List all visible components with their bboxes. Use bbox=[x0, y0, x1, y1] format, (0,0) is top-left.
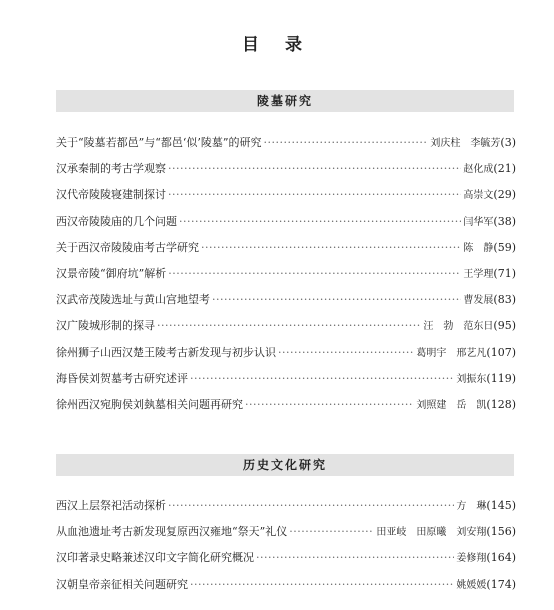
toc-list-history bbox=[56, 497, 516, 602]
entry-page: (3) bbox=[500, 136, 516, 149]
toc-list-tombs bbox=[56, 134, 516, 422]
dot-leader bbox=[245, 398, 414, 411]
entry-author: 赵化成 bbox=[463, 164, 494, 176]
dot-leader bbox=[201, 241, 461, 254]
toc-entry[interactable] bbox=[56, 160, 516, 186]
entry-title: 海昏侯刘贺墓考古研究述评 bbox=[56, 371, 188, 385]
toc-entry[interactable] bbox=[56, 265, 516, 291]
entry-page: (145) bbox=[486, 499, 516, 512]
toc-entry[interactable] bbox=[56, 134, 516, 160]
entry-title: 汉朝皇帝亲征相关问题研究 bbox=[56, 577, 188, 591]
toc-entry[interactable] bbox=[56, 549, 516, 575]
entry-page: (119) bbox=[486, 371, 516, 385]
dot-leader bbox=[278, 346, 414, 359]
section-heading-history: 历史文化研究 bbox=[56, 454, 514, 476]
toc-entry[interactable] bbox=[56, 523, 516, 549]
entry-title: 从血池遗址考古新发现复原西汉雍地“祭天”礼仪 bbox=[56, 525, 288, 539]
dot-leader bbox=[157, 319, 421, 332]
entry-title: 西汉上层祭祀活动探析 bbox=[56, 499, 166, 512]
entry-page: (59) bbox=[493, 240, 516, 254]
entry-author: 田亚岐 田原曦 刘安翔 bbox=[376, 527, 487, 539]
entry-author: 刘照建 岳 凯 bbox=[416, 399, 487, 411]
entry-title: 汉景帝陵“御府坑”解析 bbox=[56, 266, 167, 280]
toc-entry[interactable] bbox=[56, 497, 516, 523]
entry-title: 关于西汉帝陵陵庙考古学研究 bbox=[56, 240, 199, 254]
entry-author: 陈 静 bbox=[463, 242, 494, 254]
entry-title: 汉印著录史略兼述汉印文字简化研究概况 bbox=[56, 551, 254, 565]
entry-author: 高崇文 bbox=[463, 190, 494, 202]
dot-leader bbox=[168, 267, 461, 280]
entry-author: 曹发展 bbox=[463, 295, 494, 307]
entry-title: 徐州西汉宛朐侯刘埶墓相关问题再研究 bbox=[56, 397, 243, 411]
toc-entry[interactable] bbox=[56, 291, 516, 317]
entry-author: 方 琳 bbox=[456, 501, 487, 512]
section-heading-tombs: 陵墓研究 bbox=[56, 90, 514, 112]
toc-entry[interactable] bbox=[56, 186, 516, 212]
entry-title: 汉武帝茂陵选址与黄山宫地望考 bbox=[56, 293, 210, 307]
entry-page: (21) bbox=[493, 162, 516, 176]
entry-title: 汉承秦制的考古学观察 bbox=[56, 162, 166, 176]
toc-entry[interactable] bbox=[56, 576, 516, 602]
dot-leader bbox=[190, 372, 454, 385]
entry-author: 姚媛媛 bbox=[456, 579, 487, 591]
toc-entry[interactable] bbox=[56, 344, 516, 370]
dot-leader bbox=[190, 578, 454, 591]
entry-author: 姜修翔 bbox=[456, 553, 487, 565]
entry-page: (95) bbox=[493, 319, 516, 333]
entry-page: (107) bbox=[486, 345, 516, 359]
entry-page: (156) bbox=[486, 525, 516, 539]
toc-entry[interactable] bbox=[56, 213, 516, 239]
entry-author: 汪 勃 范东日 bbox=[423, 321, 494, 333]
entry-page: (164) bbox=[486, 551, 516, 565]
entry-page: (128) bbox=[486, 397, 516, 411]
dot-leader bbox=[289, 525, 374, 538]
dot-leader bbox=[168, 499, 454, 512]
entry-author: 刘庆柱 李毓芳 bbox=[430, 138, 501, 149]
toc-entry[interactable] bbox=[56, 317, 516, 343]
dot-leader bbox=[168, 162, 461, 175]
entry-title: 汉代帝陵陵寝建制探讨 bbox=[56, 188, 166, 202]
page-title: 目 录 bbox=[242, 35, 312, 55]
entry-author: 闫华军 bbox=[463, 216, 494, 228]
entry-title: 汉广陵城形制的探寻 bbox=[56, 319, 155, 333]
toc-entry[interactable] bbox=[56, 396, 516, 422]
entry-page: (71) bbox=[493, 266, 516, 280]
entry-title: 徐州狮子山西汉楚王陵考古新发现与初步认识 bbox=[56, 345, 276, 359]
dot-leader bbox=[256, 551, 454, 564]
entry-title: 关于“陵墓若都邑”与“都邑‘似’陵墓”的研究 bbox=[56, 136, 262, 149]
entry-author: 葛明宇 邢艺凡 bbox=[416, 347, 487, 359]
entry-page: (83) bbox=[493, 293, 516, 307]
toc-entry[interactable] bbox=[56, 239, 516, 265]
entry-page: (38) bbox=[493, 214, 516, 228]
dot-leader bbox=[179, 215, 461, 228]
dot-leader bbox=[168, 188, 461, 201]
entry-page: (174) bbox=[486, 577, 516, 591]
dot-leader bbox=[264, 136, 429, 149]
entry-title: 西汉帝陵陵庙的几个问题 bbox=[56, 214, 177, 228]
entry-page: (29) bbox=[493, 188, 516, 202]
toc-entry[interactable] bbox=[56, 370, 516, 396]
dot-leader bbox=[212, 293, 461, 306]
entry-author: 刘振东 bbox=[456, 373, 487, 385]
entry-author: 王学理 bbox=[463, 268, 494, 280]
